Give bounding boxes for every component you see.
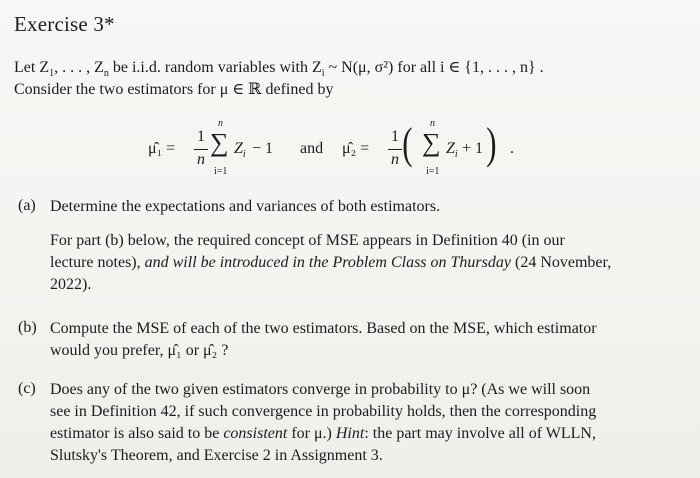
sigma-symbol: ∑ (210, 128, 229, 157)
sum-body: $Z_i$ (446, 140, 458, 161)
sum-tail: + 1 (462, 140, 484, 157)
subscript: 1 (49, 68, 55, 80)
fraction-bar (388, 149, 402, 150)
frac-numerator: 1 (391, 128, 399, 145)
part-c-text (50, 379, 690, 467)
intro-line-2: Consider the two estimators for μ ∈ ℝ defined by (14, 81, 334, 98)
sum-upper-limit: n (218, 118, 223, 129)
intro-text: Let Z (14, 59, 50, 76)
fraction-bar (194, 149, 208, 150)
note-line-2: lecture notes), and will be introduced in the Problem Class on Thursday (24 November, (50, 254, 612, 271)
left-paren: ( (402, 119, 413, 168)
subscript: n (103, 68, 109, 80)
intro-text: ~ N(μ, σ²) for all i ∈ {1, . . . , n} . (324, 59, 544, 76)
sum-lower-limit: i=1 (426, 166, 440, 177)
estimator-equations (148, 118, 568, 184)
exercise-title: Exercise 3* (14, 12, 115, 36)
frac-numerator: 1 (197, 128, 205, 145)
part-b-line-2: would you prefer, μ̂₁ or μ̂₂ ? (50, 342, 229, 359)
part-a-note (50, 230, 680, 296)
part-b-text (50, 318, 680, 362)
and-word: and (300, 140, 324, 157)
part-a-label: (a) (18, 197, 36, 214)
part-c-label: (c) (18, 380, 36, 397)
note-line-1: For part (b) below, the required concept of MSE appears in Definition 40 (in our (50, 232, 565, 249)
sum-upper-limit: n (430, 118, 435, 129)
part-b-line-1: Compute the MSE of each of the two estimators. Based on the MSE, which estimator (50, 320, 597, 337)
part-c-line-4: Slutsky's Theorem, and Exercise 2 in Assignment 3. (50, 447, 383, 464)
frac-denominator: n (391, 151, 399, 168)
sigma-symbol: ∑ (422, 128, 441, 157)
part-c-line-2: see in Definition 42, if such convergence in probability holds, then the corresponding (50, 403, 597, 420)
equation-period: . (510, 140, 514, 157)
sum-body: $Z_i$ (234, 140, 246, 161)
sum-lower-limit: i=1 (214, 166, 228, 177)
mu1-lhs: μ̂₁ = (148, 140, 176, 157)
sum-tail: − 1 (252, 140, 274, 157)
intro-text: be i.i.d. random variables with Z (108, 59, 322, 76)
mu2-lhs: μ̂₂ = (342, 140, 370, 157)
part-b-label: (b) (18, 319, 37, 336)
part-c-line-3: estimator is also said to be consistent for μ.) Hint: the part may involve all of WLLN, (50, 425, 596, 442)
part-a-text: Determine the expectations and variances of both estimators. (50, 198, 441, 215)
note-line-3: 2022). (50, 276, 92, 293)
right-paren: ) (486, 119, 497, 168)
frac-denominator: n (197, 151, 205, 168)
part-c-line-1: Does any of the two given estimators converge in probability to μ? (As we will soon (50, 381, 591, 398)
intro-text: , . . . , Z (54, 59, 104, 76)
subscript: i (321, 68, 325, 80)
